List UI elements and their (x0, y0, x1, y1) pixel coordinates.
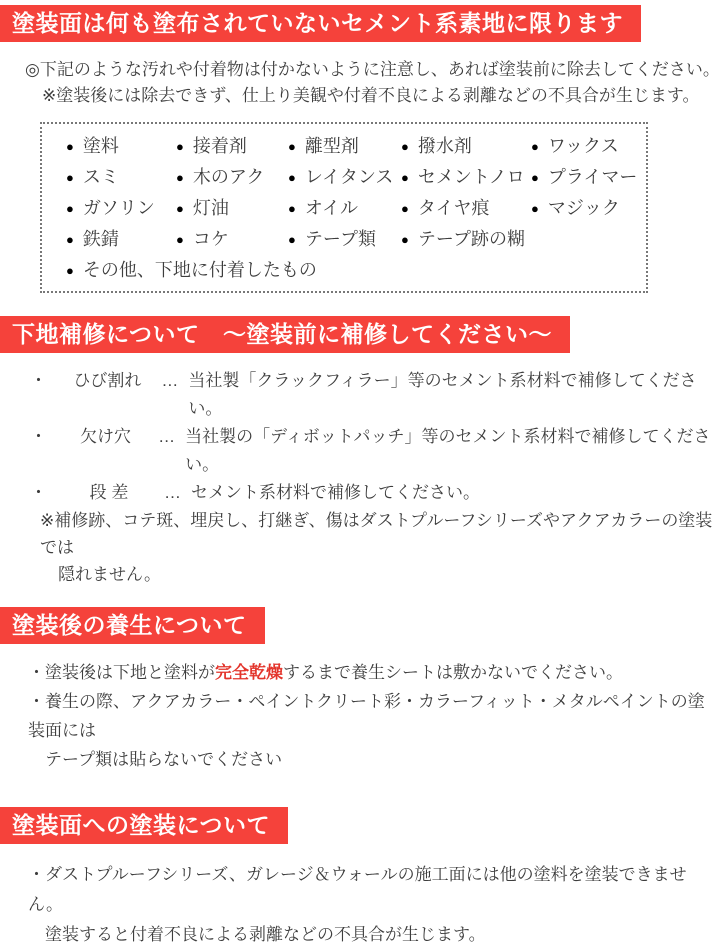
contaminant-label: 離型剤 (304, 136, 359, 156)
contaminants-box (40, 122, 648, 293)
bullet-icon: ● (66, 139, 74, 154)
bullet-dot-icon: ・ (30, 371, 47, 390)
contaminant-item (176, 225, 288, 254)
contaminant-item (66, 194, 176, 223)
contaminant-item (531, 194, 646, 223)
contaminant-item (66, 163, 176, 192)
contaminant-item (176, 132, 288, 161)
contaminant-label: テープ跡の糊 (417, 229, 525, 249)
bullet-dot-icon: ・ (30, 427, 47, 446)
repair-description: セメント系材料で補修してください。 (191, 483, 480, 502)
surface-note-2: ※塗装後には除去できず、仕上り美観や付着不良による剥離などの不具合が生じます。 (42, 86, 700, 105)
repair-list (0, 367, 720, 588)
bullet-icon: ● (401, 201, 409, 216)
overpaint-line2: 塗装すると付着不良による剥離などの不具合が生じます。 (45, 925, 486, 944)
contaminant-label: タイヤ痕 (417, 198, 490, 218)
curing-line1-pre: ・塗装後は下地と塗料が (28, 663, 215, 682)
bullet-icon: ● (288, 139, 296, 154)
contaminant-item (531, 163, 646, 192)
repair-note-line1: ※補修跡、コテ斑、埋戻し、打継ぎ、傷はダストプルーフシリーズやアクアカラーの塗装では (40, 511, 713, 557)
contaminant-item (401, 194, 531, 223)
contaminant-item (288, 163, 401, 192)
bullet-icon: ● (176, 170, 184, 185)
contaminant-item (288, 194, 401, 223)
section-overpaint-header (0, 807, 720, 844)
bullet-icon: ● (288, 232, 296, 247)
contaminant-label: ガソリン (82, 198, 155, 218)
repair-note-line2: 隠れません。 (58, 565, 162, 584)
contaminant-item (176, 194, 288, 223)
repair-term: ひび割れ (73, 371, 142, 390)
bullet-icon: ● (66, 232, 74, 247)
contaminant-item (401, 132, 531, 161)
contaminant-label: その他、下地に付着したもの (82, 260, 317, 280)
contaminant-label: セメントノロ (417, 167, 525, 187)
repair-description: 当社製「クラックフィラー」等のセメント系材料で補修してください。 (188, 371, 697, 418)
overpaint-banner: 塗装面への塗装について (0, 807, 288, 844)
section-curing-header (0, 607, 720, 644)
curing-line2: ・養生の際、アクアカラー・ペイントクリート彩・カラーフィット・メタルペイントの塗装面には (28, 692, 705, 740)
contaminant-label: 撥水剤 (417, 136, 472, 156)
contaminant-label: 木のアク (192, 167, 265, 187)
repair-ellipsis: … (164, 483, 181, 502)
contaminant-item (401, 163, 531, 192)
curing-line1 (28, 658, 720, 687)
repair-item (0, 423, 720, 479)
bullet-icon: ● (176, 232, 184, 247)
repair-description: 当社製の「ディボットパッチ」等のセメント系材料で補修してください。 (185, 427, 711, 474)
bullet-icon: ● (401, 170, 409, 185)
curing-line1-post: するまで養生シートは敷かないでください。 (283, 663, 623, 682)
bullet-icon: ● (531, 201, 539, 216)
contaminant-item (288, 225, 401, 254)
curing-list (0, 658, 720, 774)
section-repair-header (0, 316, 720, 353)
bullet-icon: ● (176, 139, 184, 154)
repair-term: 欠け穴 (80, 427, 132, 446)
surface-banner: 塗装面は何も塗布されていないセメント系素地に限ります (0, 5, 641, 42)
contaminant-label: 接着剤 (192, 136, 247, 156)
section-surface-header (0, 5, 720, 42)
repair-banner: 下地補修について ～塗装前に補修してください～ (0, 316, 570, 353)
contaminant-label: コケ (192, 229, 229, 249)
overpaint-line1: ・ダストプルーフシリーズ、ガレージ＆ウォールの施工面には他の塗料を塗装できません。 (28, 865, 687, 914)
curing-banner: 塗装後の養生について (0, 607, 265, 644)
repair-item (0, 479, 720, 507)
contaminant-item (531, 132, 646, 161)
contaminant-item (176, 163, 288, 192)
bullet-dot-icon: ・ (30, 483, 47, 502)
curing-line1-highlight: 完全乾燥 (215, 663, 283, 682)
bullet-icon: ● (288, 170, 296, 185)
contaminant-item (66, 256, 646, 285)
contaminant-item (401, 225, 646, 254)
repair-item (0, 367, 720, 423)
contaminant-item (288, 132, 401, 161)
contaminant-label: オイル (304, 198, 358, 218)
contaminant-label: ワックス (547, 136, 619, 156)
bullet-icon: ● (288, 201, 296, 216)
curing-line3: テープ類は貼らないでください (45, 750, 283, 769)
contaminant-label: レイタンス (304, 167, 394, 187)
bullet-icon: ● (66, 170, 74, 185)
contaminant-label: 鉄錆 (82, 229, 119, 249)
repair-term: 段 差 (89, 483, 129, 502)
contaminant-item (66, 132, 176, 161)
surface-note-1: ◎下記のような汚れや付着物は付かないように注意し、あれば塗装前に除去してください。 (25, 60, 720, 79)
repair-ellipsis: … (158, 427, 176, 446)
contaminant-label: テープ類 (304, 229, 376, 249)
contaminants-grid (66, 132, 646, 285)
contaminant-label: プライマー (547, 167, 638, 187)
contaminant-label: スミ (82, 167, 119, 187)
contaminant-label: マジック (547, 198, 620, 218)
contaminant-item (66, 225, 176, 254)
contaminant-label: 灯油 (192, 198, 229, 218)
repair-ellipsis: … (161, 371, 179, 390)
contaminant-label: 塗料 (82, 136, 119, 156)
bullet-icon: ● (531, 139, 539, 154)
bullet-icon: ● (401, 139, 409, 154)
bullet-icon: ● (176, 201, 184, 216)
bullet-icon: ● (66, 263, 74, 278)
bullet-icon: ● (531, 170, 539, 185)
bullet-icon: ● (66, 201, 74, 216)
bullet-icon: ● (401, 232, 409, 247)
